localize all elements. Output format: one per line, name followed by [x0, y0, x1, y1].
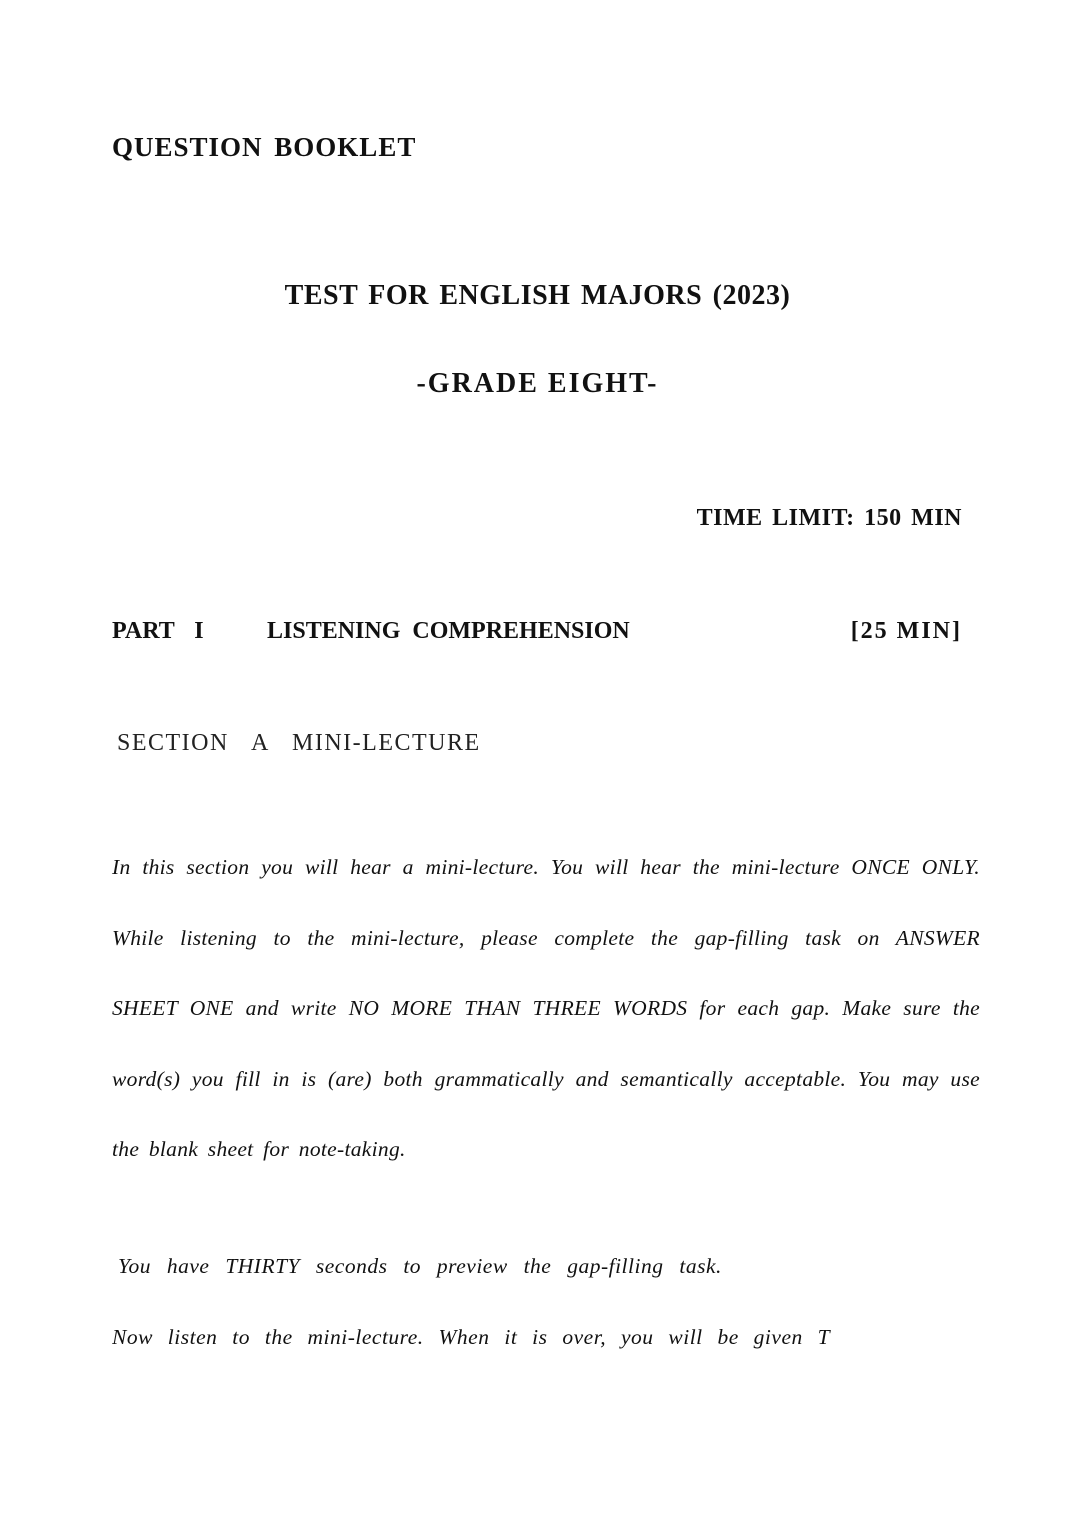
section-heading: SECTION A MINI-LECTURE	[117, 730, 481, 756]
booklet-label: QUESTION BOOKLET	[112, 132, 417, 162]
grade-heading: -GRADE EIGHT-	[416, 368, 659, 399]
test-title: TEST FOR ENGLISH MAJORS (2023)	[284, 280, 791, 311]
part-number: PART I	[112, 618, 204, 644]
time-limit: TIME LIMIT: 150 MIN	[696, 505, 962, 531]
section-instructions: In this section you will hear a mini-lecture. You will hear the mini-lecture ONCE ONLY. While listening to the mini-lecture, please complete the gap-filling task on ANSWER SHEET ONE and write NO MORE THAN THREE WORDS for each gap. Make sure the word(s) you fill in is (are) both grammatically and semantically acceptable. You may use the blank sheet for note-taking.	[112, 855, 980, 1161]
part-heading	[112, 618, 962, 650]
part-time: [25 MIN]	[850, 618, 962, 644]
preview-instruction: You have THIRTY seconds to preview the gap-filling task.	[118, 1254, 722, 1278]
part-name: LISTENING COMPREHENSION	[267, 618, 630, 644]
listen-instruction: Now listen to the mini-lecture. When it is over, you will be given T	[112, 1325, 831, 1349]
